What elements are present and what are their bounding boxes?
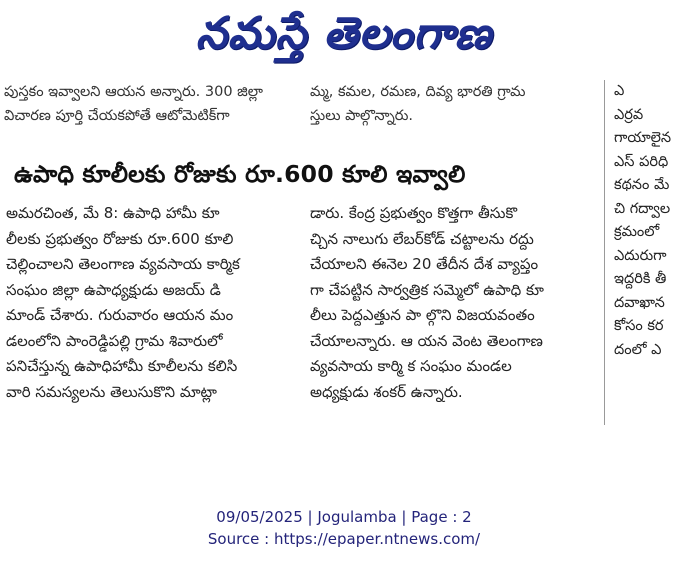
article-column-1 xyxy=(6,201,296,405)
text-line: లీలు పెద్దఎత్తున పా ల్గొని విజయవంతం xyxy=(310,306,535,324)
text-line: పనిచేస్తున్న ఉపాధిహామీ కూలీలను కలిసి xyxy=(6,357,238,375)
text-line: పుస్తకం ఇవ్వాలని ఆయన అన్నారు. 300 జిల్లా xyxy=(4,84,263,100)
text-line: వారి సమస్యలను తెలుసుకొని మాట్లా xyxy=(6,382,217,401)
text-line: వ్యవసాయ కార్మి క సంఘం మండల xyxy=(310,357,512,375)
text-line: కోసం కర xyxy=(614,318,664,334)
text-line: డలంలోని పాంరెడ్డిపల్లి గ్రామ శివారులో xyxy=(6,331,223,350)
text-line: చెల్లించాలని తెలంగాణ వ్యవసాయ కార్మిక xyxy=(6,255,240,273)
text-line: మ్మ, కమల, రమణ, దివ్య భారతి గ్రామ xyxy=(310,84,526,100)
text-line: మాండ్ చేశారు. గురువారం ఆయన మం xyxy=(6,306,234,324)
text-line: చ్చిన నాలుగు లేబర్‌కోడ్ చట్టాలను రద్దు xyxy=(310,229,534,248)
text-line: కథనం మే xyxy=(614,177,670,193)
text-line: అమరచింత, మే 8: ఉపాధి హామీ కూ xyxy=(6,204,220,222)
previous-story-left xyxy=(4,80,304,128)
text-line: గా చేపట్టిన సార్వత్రిక సమ్మెలో ఉపాధి కూ xyxy=(310,280,544,299)
text-line: ఎ xyxy=(614,83,625,99)
text-line: అధ్యక్షుడు శంకర్ ఉన్నారు. xyxy=(310,382,463,401)
text-line: చేయాలని ఈనెల 20 తేదీన దేశ వ్యాప్తం xyxy=(310,255,539,273)
text-line: చి గద్వాల xyxy=(614,200,671,217)
text-line: స్తులు పాల్గొన్నారు. xyxy=(310,108,414,124)
text-line: క్రమంలో xyxy=(614,224,660,240)
previous-story-mid xyxy=(310,80,610,128)
article-clip xyxy=(0,80,688,425)
text-line: చేయాలన్నారు. ఆ యన వెంట తెలంగాణ xyxy=(310,331,543,350)
text-line: గాయాలైన xyxy=(614,130,672,146)
text-line: దంలో ఎ xyxy=(614,341,662,358)
side-story xyxy=(614,80,688,362)
footer-date-edition: 09/05/2025 | Jogulamba | Page : 2 xyxy=(216,508,472,526)
text-line: విచారణ పూర్తి చేయకపోతే ఆటోమెటిక్‌గా xyxy=(4,108,230,124)
text-line: దవాఖాన xyxy=(614,294,665,311)
text-line: లీలకు ప్రభుత్వం రోజుకు రూ.600 కూలి xyxy=(6,229,234,248)
article-headline: ఉపాధి కూలీలకు రోజుకు రూ.600 కూలి ఇవ్వాలి xyxy=(14,160,466,188)
masthead xyxy=(0,0,688,78)
footer-source: Source : https://epaper.ntnews.com/ xyxy=(207,530,481,548)
text-line: ఎదురుగా xyxy=(614,247,667,264)
text-line: డారు. కేంద్ర ప్రభుత్వం కొత్తగా తీసుకొ xyxy=(310,204,518,222)
text-line: ఇద్దరికి తీ xyxy=(614,271,667,287)
text-line: సంఘం జిల్లా ఉపాధ్యక్షుడు అజయ్ డి xyxy=(6,280,221,299)
article-column-2 xyxy=(310,201,600,405)
newspaper-logo: నమస్తే తెలంగాణ xyxy=(195,8,493,59)
column-divider xyxy=(604,80,605,425)
text-line: ఎస్ పరిధి xyxy=(614,153,669,170)
text-line: ఎర్రవ xyxy=(614,106,644,123)
